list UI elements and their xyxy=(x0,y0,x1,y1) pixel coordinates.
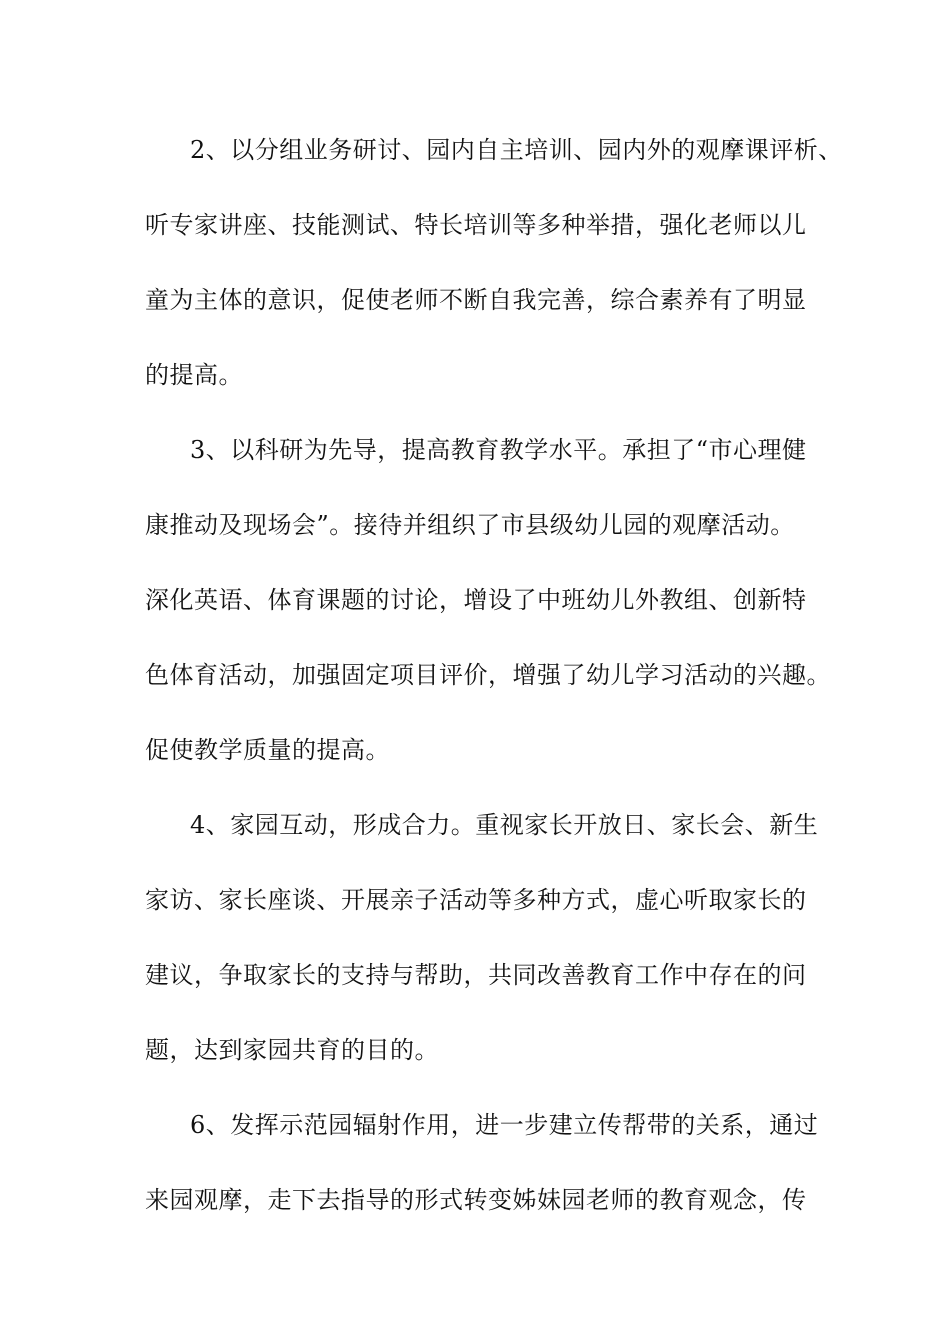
text-line: 童为主体的意识，促使老师不断自我完善，综合素养有了明显 xyxy=(145,286,807,314)
text-line: 深化英语、体育课题的讨论，增设了中班幼儿外教组、创新特 xyxy=(145,586,807,614)
text-line: 来园观摩，走下去指导的形式转变姊妹园老师的教育观念，传 xyxy=(145,1186,807,1214)
text-line: 6、发挥示范园辐射作用，进一步建立传帮带的关系，通过 xyxy=(190,1111,819,1139)
text-line: 家访、家长座谈、开展亲子活动等多种方式，虚心听取家长的 xyxy=(145,886,807,914)
text-line: 的提高。 xyxy=(145,361,243,389)
text-line: 听专家讲座、技能测试、特长培训等多种举措，强化老师以儿 xyxy=(145,211,807,239)
text-line: 3、以科研为先导，提高教育教学水平。承担了“市心理健 xyxy=(190,436,807,464)
text-line: 促使教学质量的提高。 xyxy=(145,736,390,764)
text-line: 康推动及现场会”。接待并组织了市县级幼儿园的观摩活动。 xyxy=(145,511,795,539)
text-line: 2、以分组业务研讨、园内自主培训、园内外的观摩课评析、 xyxy=(190,136,843,164)
text-line: 色体育活动，加强固定项目评价，增强了幼儿学习活动的兴趣。 xyxy=(145,661,831,689)
text-line: 4、家园互动，形成合力。重视家长开放日、家长会、新生 xyxy=(190,811,819,839)
text-line: 题，达到家园共育的目的。 xyxy=(145,1036,439,1064)
text-line: 建议，争取家长的支持与帮助，共同改善教育工作中存在的问 xyxy=(145,961,807,989)
